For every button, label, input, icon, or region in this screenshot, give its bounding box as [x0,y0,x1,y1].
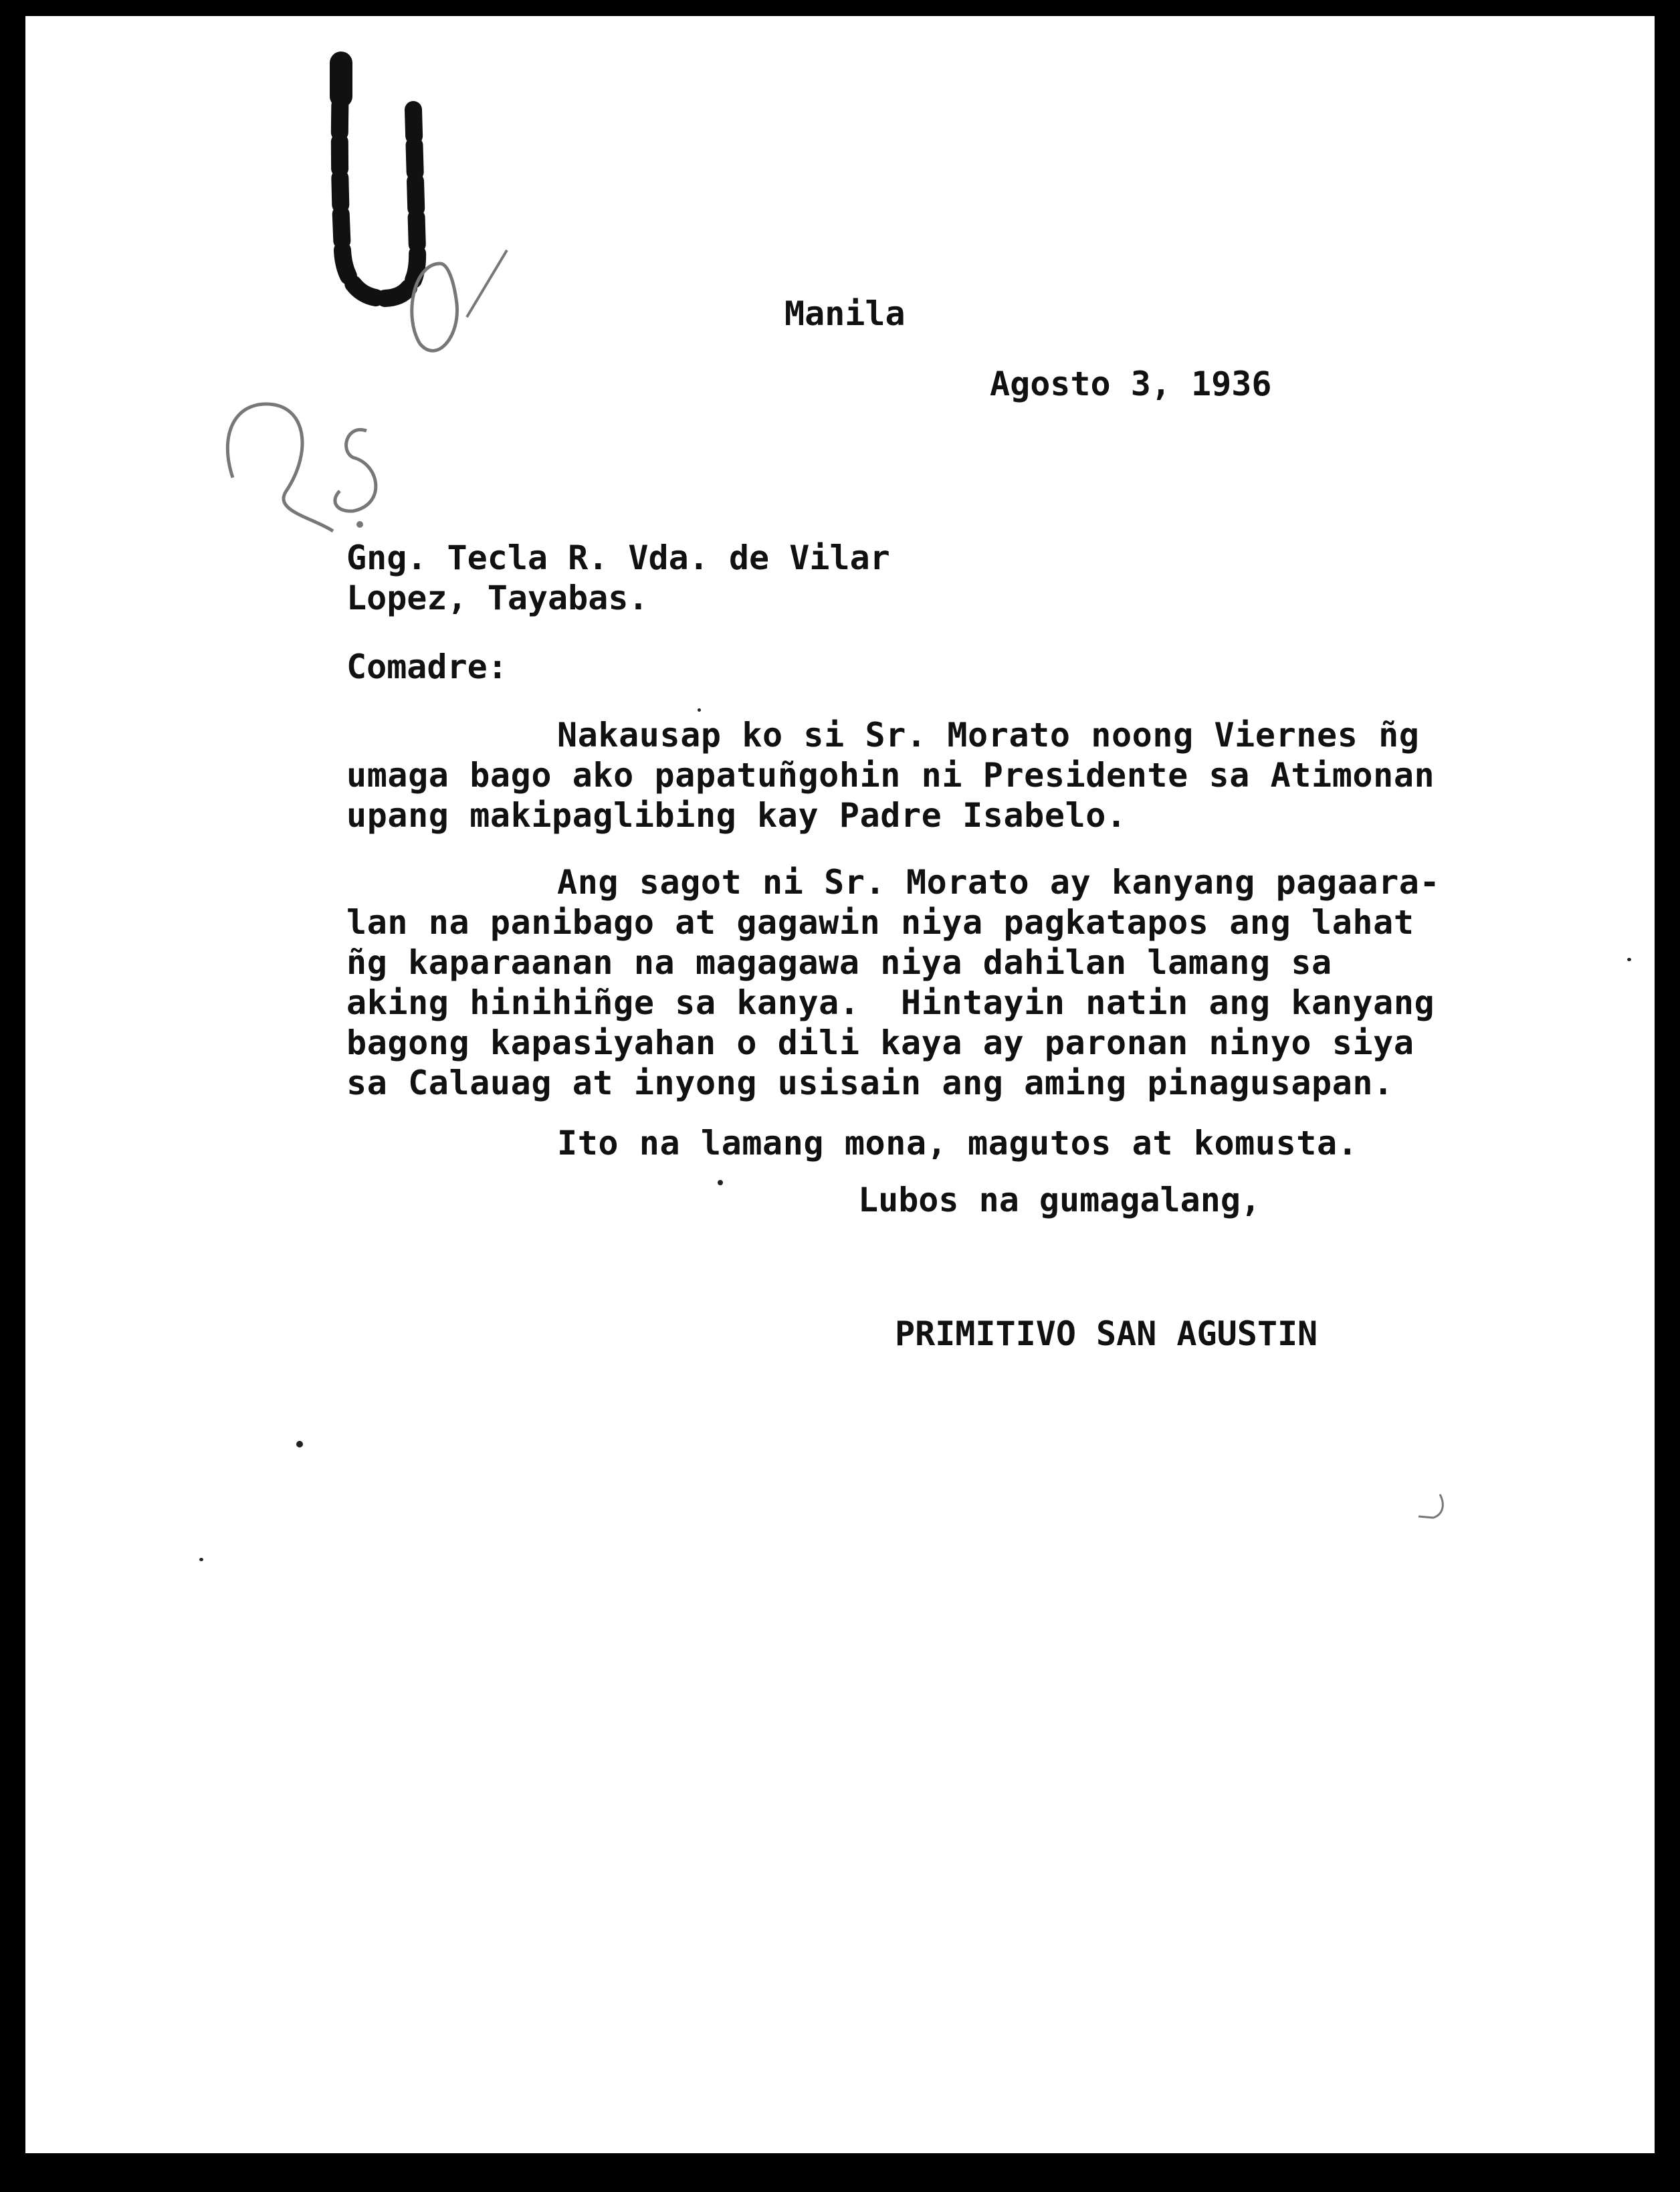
closing: Lubos na gumagalang, [858,1181,1261,1219]
recipient-name: Gng. Tecla R. Vda. de Vilar [346,538,890,577]
speck [718,1180,723,1185]
pencil-tick-mark [1413,1491,1453,1524]
speck [296,1441,303,1448]
paragraph-1-line-2: umaga bago ako papatuñgohin ni Presidente sa Atimonan [346,756,1435,795]
paragraph-2-line-1: Ang sagot ni Sr. Morato ay kanyang pagaara- [557,863,1441,902]
paragraph-2-line-3: ñg kaparaanan na magagawa niya dahilan lamang sa [346,943,1332,982]
letter-date: Agosto 3, 1936 [990,365,1272,403]
speck [1627,958,1631,961]
paragraph-2-line-4: aking hinihiñge sa kanya. Hintayin natin ang kanyang [346,983,1435,1022]
speck [698,708,701,712]
paragraph-1-line-1: Nakausap ko si Sr. Morato noong Viernes ñg [557,716,1420,755]
letter-place: Manila [784,294,906,333]
salutation: Comadre: [346,647,508,686]
paragraph-1-line-3: upang makipaglibing kay Padre Isabelo. [346,796,1127,835]
speck [199,1558,203,1561]
handwritten-number [213,237,520,571]
recipient-address: Lopez, Tayabas. [346,579,649,617]
paragraph-2-line-6: sa Calauag at inyong usisain ang aming pinagusapan. [346,1064,1394,1102]
signature-name: PRIMITIVO SAN AGUSTIN [895,1314,1318,1353]
letter-page [25,16,1655,2153]
paragraph-2-line-5: bagong kapasiyahan o dili kaya ay paronan ninyo siya [346,1023,1414,1062]
paragraph-3-line-1: Ito na lamang mona, magutos at komusta. [557,1124,1358,1163]
paragraph-2-line-2: lan na panibago at gagawin niya pagkatapos ang lahat [346,903,1414,942]
